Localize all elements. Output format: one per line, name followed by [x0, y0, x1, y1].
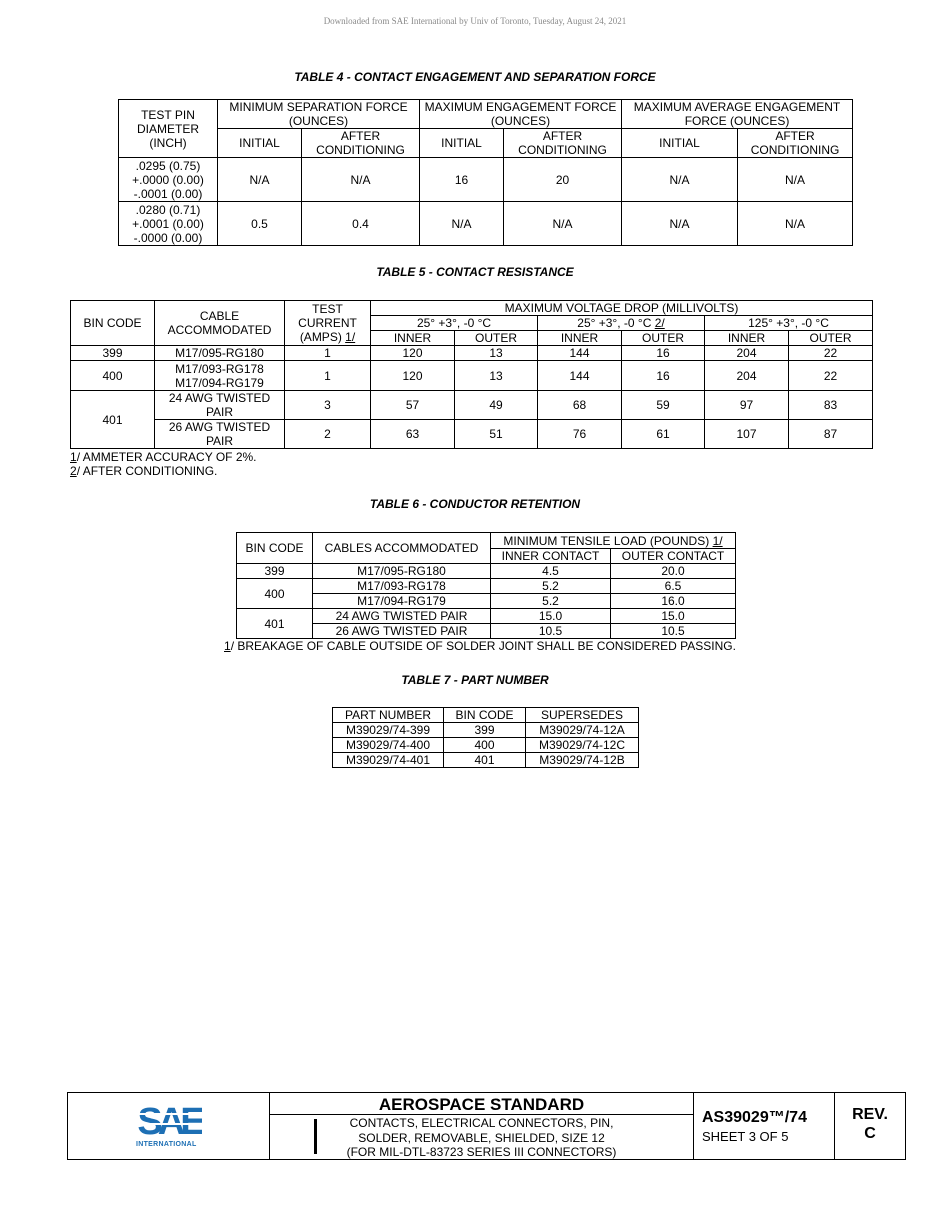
t6-cell: M17/095-RG180 [313, 564, 491, 579]
t7-header-bin: BIN CODE [444, 708, 526, 723]
t5-cell: 107 [705, 420, 789, 449]
t5-footnote-1: 1/ AMMETER ACCURACY OF 2%. [70, 450, 257, 464]
table4-caption: TABLE 4 - CONTACT ENGAGEMENT AND SEPARATION FORCE [294, 70, 656, 84]
t5-cell: 1 [285, 361, 371, 391]
t6-cell: 400 [237, 579, 313, 609]
t5-cell: 204 [705, 346, 789, 361]
t4-header-initial: INITIAL [622, 129, 738, 158]
t7-cell: M39029/74-399 [333, 723, 444, 738]
t5-cell: 97 [705, 391, 789, 420]
t5-cell: M17/093-RG178 M17/094-RG179 [155, 361, 285, 391]
t5-cell: 61 [622, 420, 705, 449]
t7-cell: M39029/74-12A [526, 723, 639, 738]
t5-cell: 83 [789, 391, 873, 420]
t6-cell: 5.2 [491, 579, 611, 594]
t5-header-outer: OUTER [789, 331, 873, 346]
t6-header-cables: CABLES ACCOMMODATED [313, 533, 491, 564]
t6-header-outer: OUTER CONTACT [611, 549, 736, 564]
sae-logo-icon [136, 1101, 202, 1141]
t5-cell: 204 [705, 361, 789, 391]
table6-caption: TABLE 6 - CONDUCTOR RETENTION [369, 497, 581, 511]
t4-header-initial: INITIAL [218, 129, 302, 158]
t4-cell: N/A [738, 158, 853, 202]
t5-cell: 26 AWG TWISTED PAIR [155, 420, 285, 449]
table7-caption: TABLE 7 - PART NUMBER [401, 673, 549, 687]
t4-cell: 0.4 [302, 202, 420, 246]
t4-cell: N/A [420, 202, 504, 246]
t5-cell: 144 [538, 346, 622, 361]
t6-cell: M17/093-RG178 [313, 579, 491, 594]
t6-cell: 26 AWG TWISTED PAIR [313, 624, 491, 639]
t5-header-inner: INNER [705, 331, 789, 346]
t6-cell: 10.5 [611, 624, 736, 639]
logo-cell [68, 1093, 270, 1159]
t4-header-pin: TEST PIN DIAMETER (INCH) [119, 100, 218, 158]
t5-header-outer: OUTER [455, 331, 538, 346]
t5-cell: 1 [285, 346, 371, 361]
t4-header-after: AFTER CONDITIONING [738, 129, 853, 158]
table-row [71, 346, 873, 361]
table-row [71, 391, 873, 420]
t6-header-inner: INNER CONTACT [491, 549, 611, 564]
t5-cell: 3 [285, 391, 371, 420]
t5-cell: 2 [285, 420, 371, 449]
t6-cell: 16.0 [611, 594, 736, 609]
t5-header-test: TEST CURRENT (AMPS) 1/ [285, 301, 371, 346]
t5-cell: 144 [538, 361, 622, 391]
table-row [71, 361, 873, 391]
t5-cell: 120 [371, 361, 455, 391]
t7-cell: M39029/74-400 [333, 738, 444, 753]
title-block [67, 1092, 906, 1160]
t5-header-cable: CABLE ACCOMMODATED [155, 301, 285, 346]
table-row [237, 609, 736, 624]
t5-header-bin: BIN CODE [71, 301, 155, 346]
t5-cell: 87 [789, 420, 873, 449]
t5-cell: 68 [538, 391, 622, 420]
t4-header-maxavg: MAXIMUM AVERAGE ENGAGEMENT FORCE (OUNCES) [622, 100, 853, 129]
t5-cell: 401 [71, 391, 155, 449]
sheet-number: SHEET 3 OF 5 [702, 1129, 789, 1144]
table5 [70, 300, 873, 449]
t6-header-min: MINIMUM TENSILE LOAD (POUNDS) 1/ [491, 533, 736, 549]
t6-cell: 15.0 [611, 609, 736, 624]
t5-cell: 63 [371, 420, 455, 449]
table-row [119, 158, 853, 202]
t4-header-after: AFTER CONDITIONING [504, 129, 622, 158]
t5-cell: 120 [371, 346, 455, 361]
t5-cell: 16 [622, 346, 705, 361]
t5-cell: 13 [455, 361, 538, 391]
t5-header-outer: OUTER [622, 331, 705, 346]
t6-cell: 10.5 [491, 624, 611, 639]
t4-header-maxeng: MAXIMUM ENGAGEMENT FORCE (OUNCES) [420, 100, 622, 129]
table-row [333, 738, 639, 753]
t6-footnote: 1/ BREAKAGE OF CABLE OUTSIDE OF SOLDER JOINT SHALL BE CONSIDERED PASSING. [224, 639, 736, 653]
t6-cell: 20.0 [611, 564, 736, 579]
table4 [118, 99, 853, 246]
t5-cell: 49 [455, 391, 538, 420]
table-row [237, 579, 736, 594]
t5-cell: 59 [622, 391, 705, 420]
t6-cell: 401 [237, 609, 313, 639]
t6-cell: 6.5 [611, 579, 736, 594]
download-watermark: Downloaded from SAE International by Univ of Toronto, Tuesday, August 24, 2021 [323, 16, 627, 26]
t6-cell: 24 AWG TWISTED PAIR [313, 609, 491, 624]
table-row [333, 723, 639, 738]
svg-text:SAE: SAE [137, 1101, 201, 1141]
t7-cell: M39029/74-12B [526, 753, 639, 768]
t6-cell: 5.2 [491, 594, 611, 609]
t4-cell: N/A [504, 202, 622, 246]
logo-international-text: INTERNATIONAL [136, 1141, 197, 1148]
t5-header-inner: INNER [538, 331, 622, 346]
t5-cell: 57 [371, 391, 455, 420]
revision-value: C [864, 1125, 876, 1142]
t4-cell: N/A [302, 158, 420, 202]
t4-header-minsep: MINIMUM SEPARATION FORCE (OUNCES) [218, 100, 420, 129]
table-row [237, 564, 736, 579]
table-row [333, 753, 639, 768]
t7-cell: M39029/74-12C [526, 738, 639, 753]
t4-cell: 16 [420, 158, 504, 202]
t6-cell: 399 [237, 564, 313, 579]
t5-header-temp2: 25° +3°, -0 °C 2/ [538, 316, 705, 331]
t5-cell: 16 [622, 361, 705, 391]
t5-cell: 24 AWG TWISTED PAIR [155, 391, 285, 420]
t5-cell: 400 [71, 361, 155, 391]
revision-cell [835, 1093, 905, 1159]
t5-footnote-2: 2/ AFTER CONDITIONING. [70, 464, 218, 478]
t5-cell: 51 [455, 420, 538, 449]
t5-cell: 399 [71, 346, 155, 361]
t4-pin-cell: .0295 (0.75) +.0000 (0.00) -.0001 (0.00) [119, 158, 218, 202]
table7 [332, 707, 639, 768]
table6 [236, 532, 736, 639]
t5-cell: 22 [789, 361, 873, 391]
t5-header-maxv: MAXIMUM VOLTAGE DROP (MILLIVOLTS) [371, 301, 873, 316]
standard-title: AEROSPACE STANDARD [270, 1093, 693, 1115]
table-row [119, 202, 853, 246]
t5-cell: M17/095-RG180 [155, 346, 285, 361]
t6-header-bin: BIN CODE [237, 533, 313, 564]
revision-label: REV. [852, 1106, 888, 1123]
document-number-cell [694, 1093, 835, 1159]
t4-header-after: AFTER CONDITIONING [302, 129, 420, 158]
table-row [71, 420, 873, 449]
t5-header-temp3: 125° +3°, -0 °C [705, 316, 873, 331]
t5-cell: 22 [789, 346, 873, 361]
t4-cell: 20 [504, 158, 622, 202]
t5-header-inner: INNER [371, 331, 455, 346]
t6-cell: 15.0 [491, 609, 611, 624]
t6-cell: M17/094-RG179 [313, 594, 491, 609]
t4-cell: N/A [622, 158, 738, 202]
t7-cell: 400 [444, 738, 526, 753]
t4-cell: N/A [218, 158, 302, 202]
t4-cell: N/A [738, 202, 853, 246]
t7-cell: M39029/74-401 [333, 753, 444, 768]
t7-header-supersedes: SUPERSEDES [526, 708, 639, 723]
standard-description: CONTACTS, ELECTRICAL CONNECTORS, PIN, SOLDER, REMOVABLE, SHIELDED, SIZE 12 (FOR MIL-DTL-83723 SERIES III CONNECTORS) [346, 1116, 617, 1159]
t4-pin-cell: .0280 (0.71) +.0001 (0.00) -.0000 (0.00) [119, 202, 218, 246]
t5-header-temp1: 25° +3°, -0 °C [371, 316, 538, 331]
t7-cell: 399 [444, 723, 526, 738]
t7-cell: 401 [444, 753, 526, 768]
standard-title-cell [270, 1093, 694, 1159]
t5-cell: 76 [538, 420, 622, 449]
table5-caption: TABLE 5 - CONTACT RESISTANCE [376, 265, 574, 279]
t5-cell: 13 [455, 346, 538, 361]
document-number: AS39029™/74 [702, 1109, 807, 1126]
t4-header-initial: INITIAL [420, 129, 504, 158]
t4-cell: 0.5 [218, 202, 302, 246]
t6-cell: 4.5 [491, 564, 611, 579]
t7-header-part: PART NUMBER [333, 708, 444, 723]
sae-logo [136, 1101, 202, 1148]
t4-cell: N/A [622, 202, 738, 246]
